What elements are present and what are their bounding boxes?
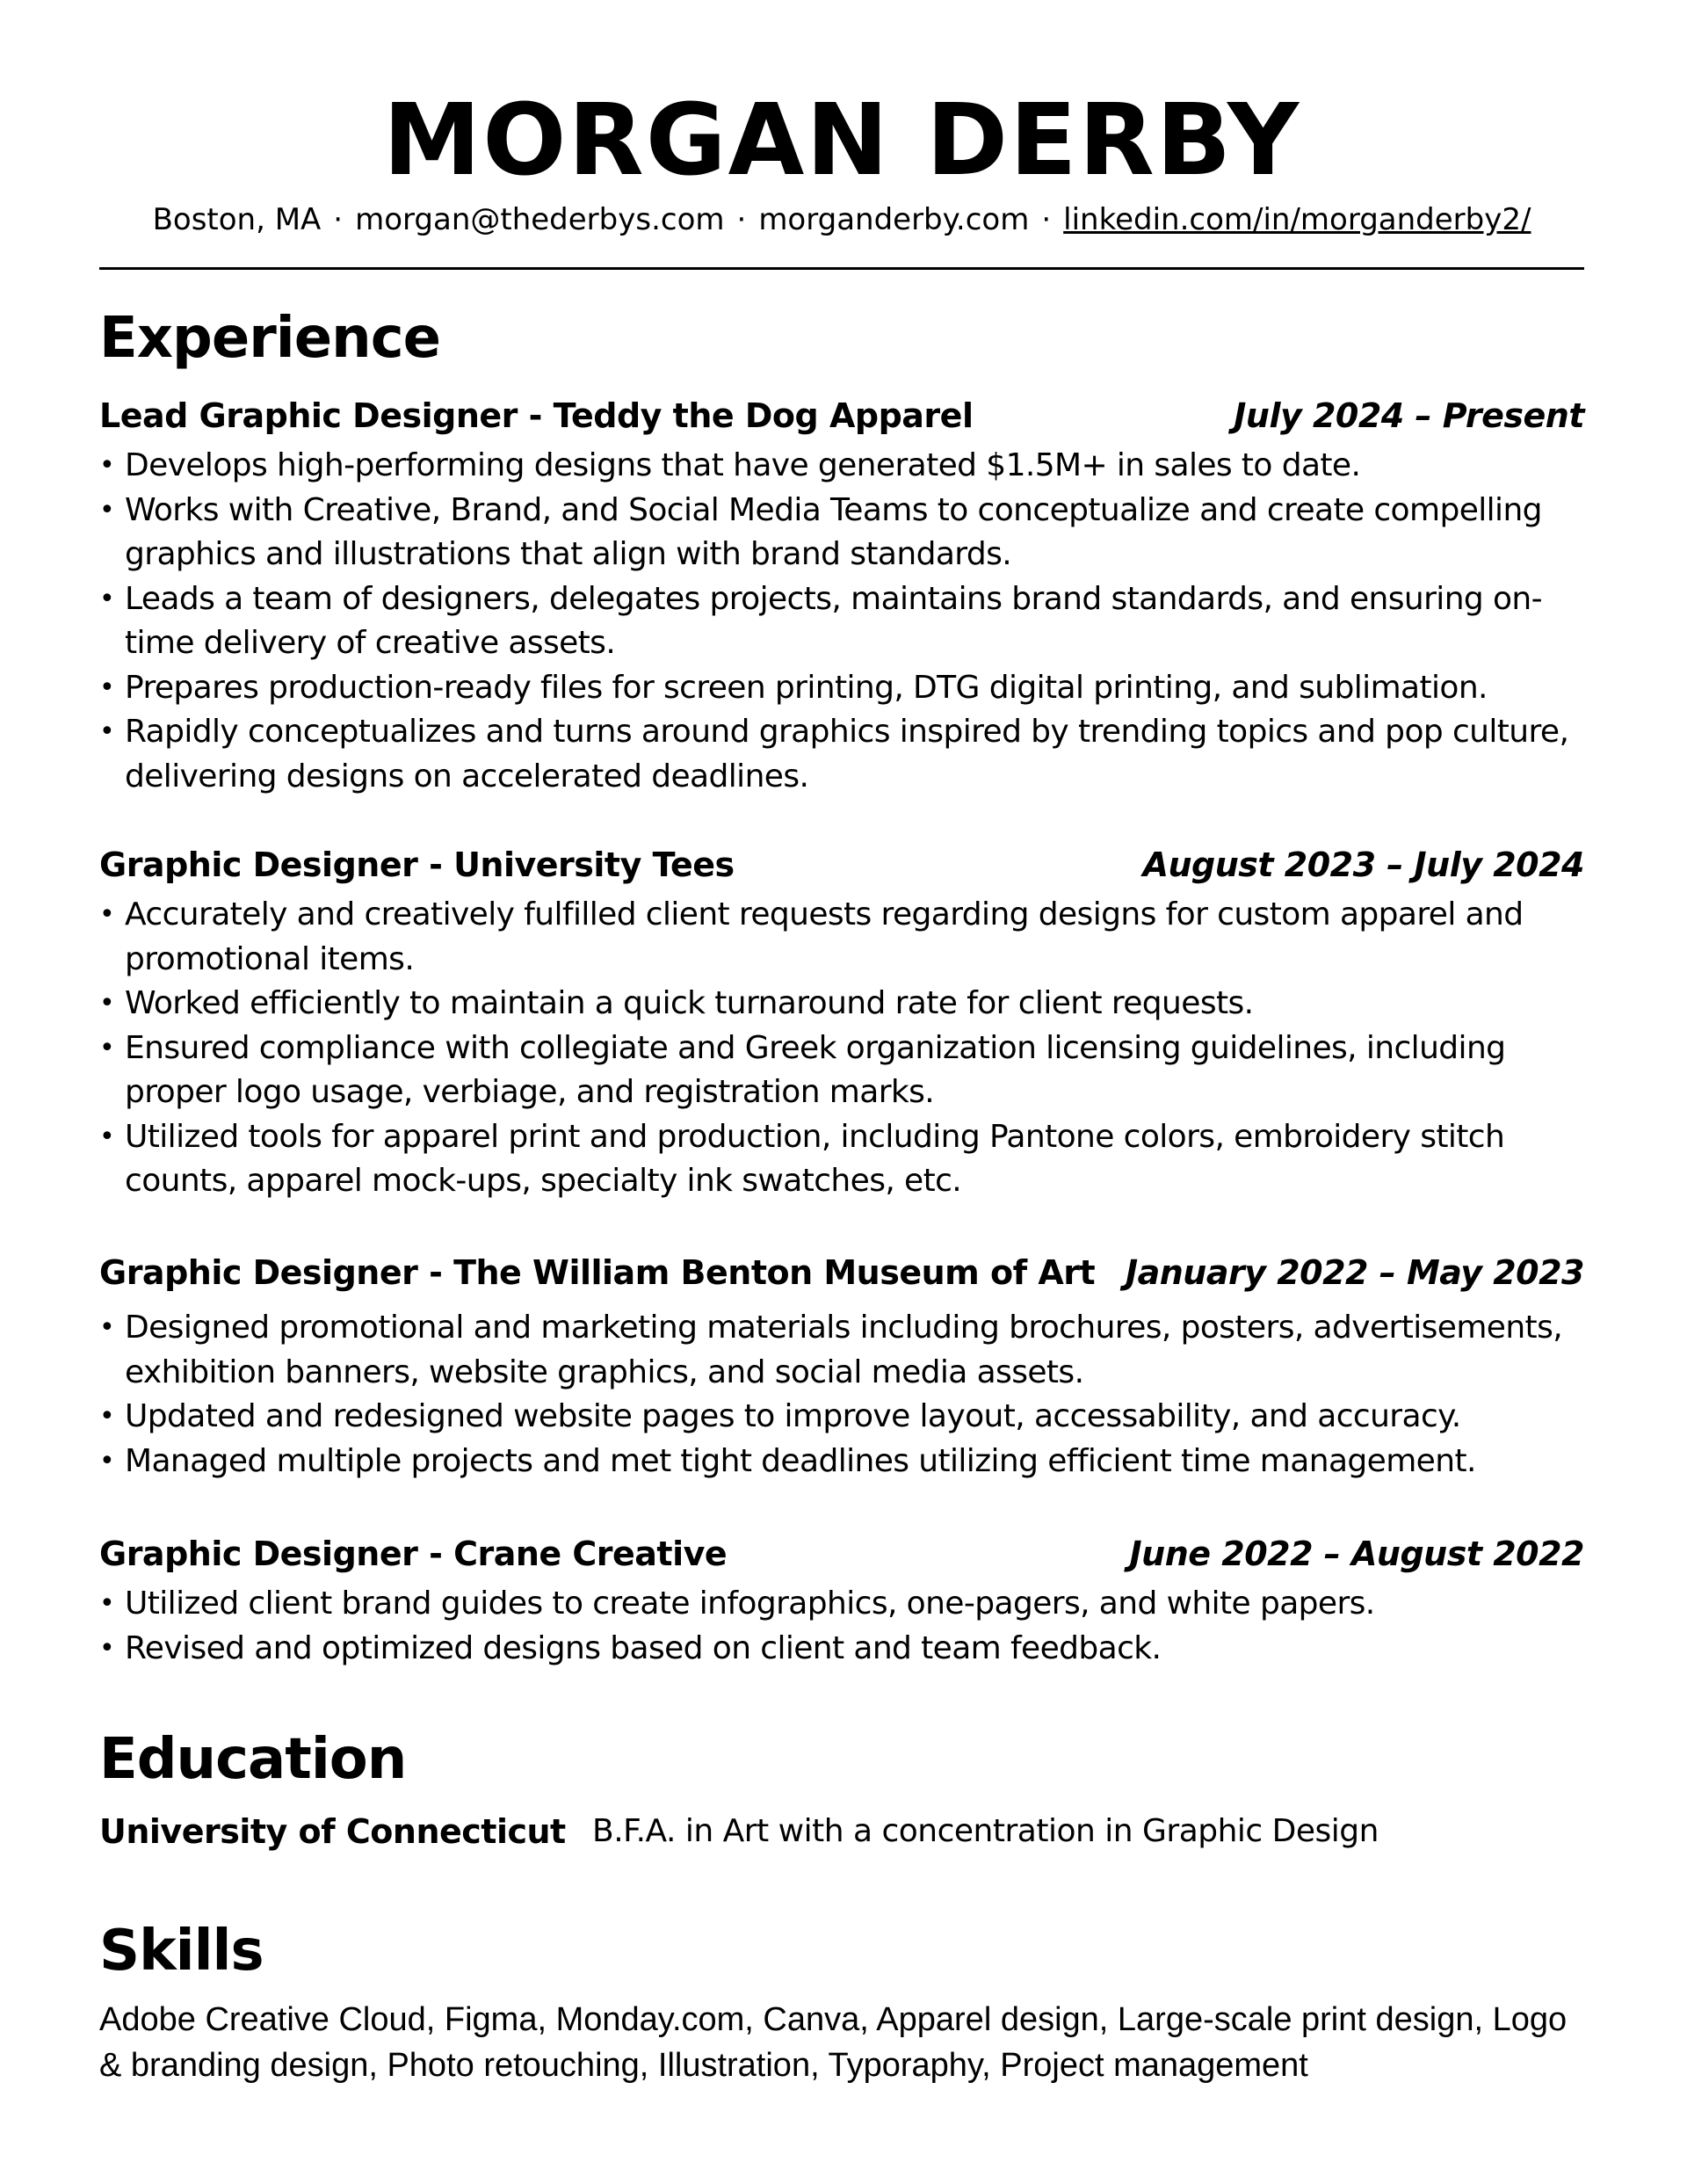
education-heading: Education [99,1727,407,1792]
skills-heading: Skills [99,1919,264,1984]
job-entry [99,391,1584,799]
contact-line [99,200,1584,240]
separator-dot: · [736,202,747,237]
list-item: • Ensured compliance with collegiate and Greek organization licensing guidelines, including proper logo usage, verbiage, and registration marks. [99,1027,1584,1115]
separator-dot: · [333,202,344,237]
job-dates: August 2023 – July 2024 [1142,845,1584,884]
list-item: • Leads a team of designers, delegates projects, maintains brand standards, and ensuring on-time delivery of creative assets. [99,577,1584,666]
list-item: • Utilized client brand guides to create infographics, one-pagers, and white papers. [99,1582,1584,1627]
location: Boston, MA [152,202,322,237]
job-dates: January 2022 – May 2023 [1125,1253,1584,1292]
education-entry [99,1805,1584,1858]
separator-dot: · [1041,202,1052,237]
list-item: • Worked efficiently to maintain a quick turnaround rate for client requests. [99,982,1584,1027]
list-item: • Utilized tools for apparel print and production, including Pantone colors, embroidery stitch counts, apparel mock-ups, specialty ink swatches, etc. [99,1115,1584,1204]
list-item: • Managed multiple projects and met tight deadlines utilizing efficient time management. [99,1440,1584,1484]
job-bullet-list [99,893,1584,1204]
list-item: • Designed promotional and marketing materials including brochures, posters, advertisements, exhibition banners, website graphics, and social media assets. [99,1306,1584,1395]
list-item: • Prepares production-ready files for screen printing, DTG digital printing, and sublimation. [99,666,1584,711]
candidate-name: MORGAN DERBY [382,83,1301,198]
header-divider [99,267,1584,270]
linkedin-link[interactable]: linkedin.com/in/morganderby2/ [1063,202,1531,237]
list-item: • Revised and optimized designs based on client and team feedback. [99,1627,1584,1672]
experience-heading: Experience [99,306,441,371]
job-entry [99,1529,1584,1671]
list-item: • Updated and redesigned website pages to improve layout, accessability, and accuracy. [99,1395,1584,1440]
job-entry [99,840,1584,1204]
school-name: University of Connecticut [99,1812,566,1851]
job-bullet-list [99,444,1584,799]
job-title: Graphic Designer - Crane Creative [99,1535,728,1573]
job-entry [99,1248,1584,1484]
job-bullet-list [99,1582,1584,1671]
job-dates: June 2022 – August 2022 [1129,1535,1584,1573]
job-title: Lead Graphic Designer - Teddy the Dog Apparel [99,396,974,435]
job-title: Graphic Designer - The William Benton Museum of Art [99,1253,1096,1292]
list-item: • Develops high-performing designs that have generated $1.5M+ in sales to date. [99,444,1584,489]
list-item: • Accurately and creatively fulfilled client requests regarding designs for custom apparel and promotional items. [99,893,1584,982]
degree: B.F.A. in Art with a concentration in Graphic Design [592,1813,1379,1849]
job-dates: July 2024 – Present [1234,396,1584,435]
website-link[interactable]: morganderby.com [758,202,1030,237]
skills-list: Adobe Creative Cloud, Figma, Monday.com, Canva, Apparel design, Large-scale print design, Logo & branding design, Photo retouching, Illustration, Typoraphy, Project management [99,2001,1568,2084]
list-item: • Works with Creative, Brand, and Social Media Teams to conceptualize and create compelling graphics and illustrations that align with brand standards. [99,489,1584,577]
job-bullet-list [99,1306,1584,1484]
list-item: • Rapidly conceptualizes and turns around graphics inspired by trending topics and pop culture, delivering designs on accelerated deadlines. [99,710,1584,799]
job-title: Graphic Designer - University Tees [99,845,735,884]
email-link[interactable]: morgan@thederbys.com [355,202,725,237]
